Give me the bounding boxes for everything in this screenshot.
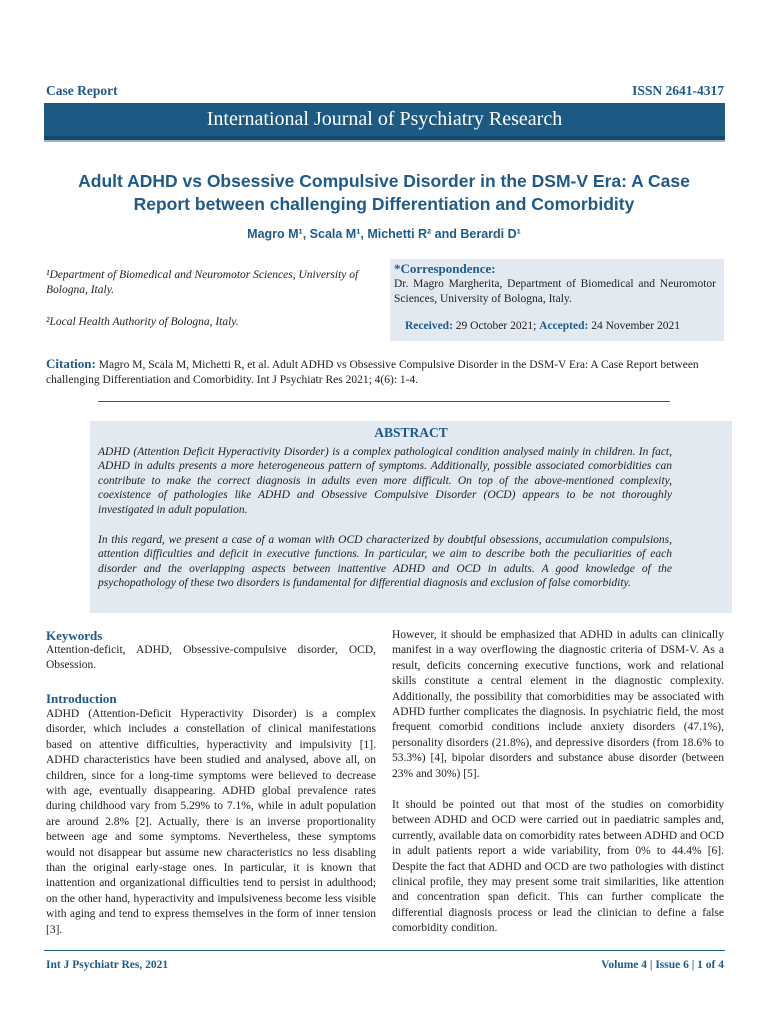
footer-journal: Int J Psychiatr Res, 2021 bbox=[46, 959, 169, 971]
introduction-heading: Introduction bbox=[46, 691, 117, 706]
affiliation-1: ¹Department of Biomedical and Neuromotor Sciences, University of Bologna, Italy. bbox=[46, 269, 359, 296]
footer-page-info: Volume 4 | Issue 6 | 1 of 4 bbox=[601, 959, 724, 971]
abstract-paragraph-1: ADHD (Attention Deficit Hyperactivity Disorder) is a complex pathological condition analysed mainly in children. In fact, ADHD in adults presents a more heterogeneous pattern of symptoms. Additionally, possible associated comorbidities can contribute to make the correct diagnosis in adults even more difficult. On top of the above-mentioned complexity, coexistence of pathologies like ADHD and Obsessive Compulsive Disorder (OCD) appears to be not thoroughly investigated in adult population. bbox=[98, 446, 672, 516]
citation bbox=[46, 356, 724, 388]
article-title-line2: Report between challenging Differentiation and Comorbidity bbox=[133, 194, 635, 214]
abstract-heading: ABSTRACT bbox=[374, 425, 448, 440]
correspondence-text: Dr. Magro Margherita, Department of Biomedical and Neuromotor Sciences, University of Bologna, Italy. bbox=[394, 278, 716, 305]
author-list: Magro M¹, Scala M¹, Michetti R² and Berardi D¹ bbox=[247, 227, 521, 241]
received-date: 29 October 2021; bbox=[455, 320, 537, 332]
abstract-paragraph-2: In this regard, we present a case of a woman with OCD characterized by doubtful obsessions, accumulation compulsions, attention difficulties and deficit in executive functions. In particular, we aim to describe both the peculiarities of each disorder and the overlapping aspects between inattentive ADHD and OCD in adults. A good knowledge of the psychopathology of these two disorders is fundamental for differential diagnosis and exclusion of false comorbidity. bbox=[98, 534, 672, 590]
divider-line bbox=[98, 401, 670, 402]
issn-label: ISSN 2641-4317 bbox=[632, 83, 724, 98]
citation-label: Citation: bbox=[46, 356, 96, 371]
accepted-date: 24 November 2021 bbox=[591, 320, 680, 332]
footer-divider bbox=[44, 950, 725, 951]
introduction-paragraph-1: ADHD (Attention-Deficit Hyperactivity Disorder) is a complex disorder, which includes a constellation of clinical manifestations based on attentive difficulties, hyperactivity and impulsivity [1]. ADHD characteristics have been studied and analysed, above all, on children, since for a long-time symptoms were believed to decrease with age, eventually disappearing. ADHD global prevalence rates during childhood vary from 5.29% to 7.1%, while in adult population are around 2.8% [2]. Actually, there is an inverse proportionality between age and some symptoms. Nevertheless, these symptoms would not disappear but assume new characteristics no less disabling than the original early-stage ones. In particular, it is known that inattention and organizational difficulties tend to persist in adulthood; on the other hand, hyperactivity and impulsiveness become less visible with aging and tend to express themselves in the form of inner tension [3]. bbox=[46, 708, 376, 936]
keywords-heading: Keywords bbox=[46, 628, 103, 643]
article-title-line1: Adult ADHD vs Obsessive Compulsive Disorder in the DSM-V Era: A Case bbox=[78, 171, 690, 191]
citation-text: Magro M, Scala M, Michetti R, et al. Adult ADHD vs Obsessive Compulsive Disorder in the DSM-V Era: A Case Report between challenging Differentiation and Comorbidity. Int J Psychiatr Res 2021; 4(6): 1-4. bbox=[46, 359, 699, 386]
journal-banner: International Journal of Psychiatry Research bbox=[44, 103, 725, 140]
article-title bbox=[60, 170, 708, 216]
accepted-label: Accepted: bbox=[539, 320, 589, 332]
received-label: Received: bbox=[405, 320, 453, 332]
introduction-paragraph-3: It should be pointed out that most of the studies on comorbidity between ADHD and OCD were carried out in paediatric samples and, currently, available data on comorbidity rates between ADHD and OCD in adult patients report a wide variability, from 0% to 44.4% [6]. Despite the fact that ADHD and OCD are two pathologies with distinct clinical profile, they may present some trait similarities, like attention and concentration span deficit. This can further complicate the differential diagnosis process or lead the clinician to define a false comorbidity condition. bbox=[392, 799, 724, 935]
correspondence-heading: *Correspondence: bbox=[394, 261, 496, 276]
affiliation-2: ²Local Health Authority of Bologna, Italy. bbox=[46, 316, 239, 328]
introduction-paragraph-2: However, it should be emphasized that ADHD in adults can clinically manifest in a way overflowing the diagnostic criteria of DSM-V. As a result, deficits concerning executive functions, work and relational skills constitute a central element in the diagnostic complexity. Additionally, the possibility that comorbidities may be associated with ADHD further complicates the diagnosis. In psychiatric field, the most frequent comorbid conditions include anxiety disorders (47.1%), personality disorders (21.8%), and depressive disorders (from 18.6% to 53.3%) [4], bipolar disorders and substance abuse disorder (between 23% and 30%) [5]. bbox=[392, 629, 724, 780]
article-type-label: Case Report bbox=[46, 83, 118, 98]
received-accepted bbox=[405, 320, 680, 332]
keywords-text: Attention-deficit, ADHD, Obsessive-compulsive disorder, OCD, Obsession. bbox=[46, 644, 376, 672]
